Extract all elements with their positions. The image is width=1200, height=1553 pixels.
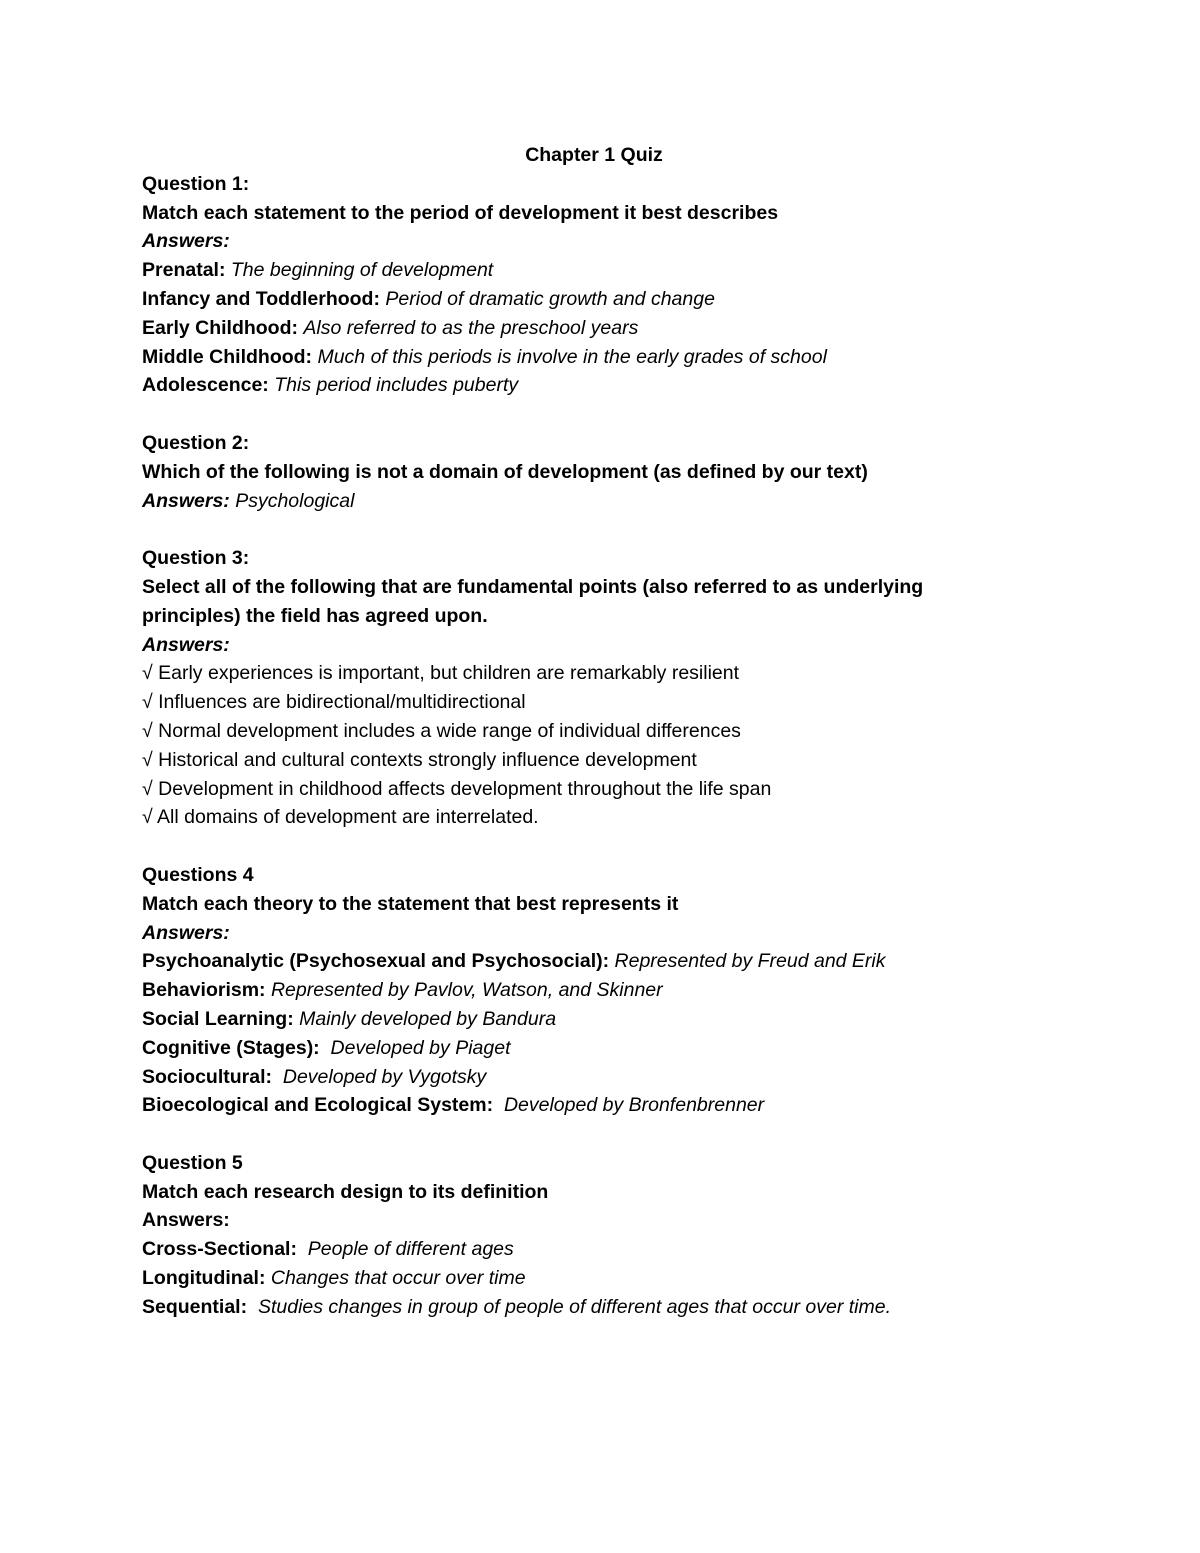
q2-answer: Psychological: [235, 489, 355, 512]
q2-heading: Question 2:: [142, 431, 250, 454]
answer-desc: Changes that occur over time: [270, 1267, 526, 1290]
answer-desc: Period of dramatic growth and change: [385, 287, 715, 310]
q4-answer-row: [142, 1091, 1042, 1120]
q5-answer-row: [142, 1293, 1042, 1322]
q5-heading: Question 5: [142, 1151, 243, 1174]
q4-answer-row: [142, 1034, 1042, 1063]
q3-answer-row: [142, 717, 1042, 746]
answer-term: Infancy and Toddlerhood:: [142, 287, 380, 310]
q3-answer-row: [142, 688, 1042, 717]
q2-answer-row: [142, 487, 1042, 516]
answer-desc: The beginning of development: [230, 259, 494, 282]
answer-text: Historical and cultural contexts strongly influence development: [158, 748, 697, 771]
q3-answer-row: [142, 659, 1042, 688]
q1-answer-row: [142, 256, 1042, 285]
document-title: Chapter 1 Quiz: [525, 144, 663, 166]
q5-prompt: Match each research design to its definition: [142, 1180, 549, 1203]
q3-heading: Question 3:: [142, 547, 250, 570]
check-mark-icon: √: [142, 719, 153, 742]
answer-term: Cross-Sectional:: [142, 1238, 297, 1261]
answer-desc: This period includes puberty: [274, 374, 519, 397]
q1-answer-row: [142, 343, 1042, 372]
answer-desc: Represented by Freud and Erik: [614, 950, 886, 973]
q2-prompt: Which of the following is not a domain of development (as defined by our text): [142, 460, 868, 483]
answer-term: Adolescence:: [142, 374, 269, 397]
answer-desc: Developed by Vygotsky: [282, 1065, 487, 1088]
q3-answers-label: Answers:: [142, 633, 230, 656]
check-mark-icon: √: [142, 691, 153, 714]
answer-desc: Developed by Piaget: [330, 1036, 511, 1059]
document-content: [142, 141, 1042, 1322]
q1-answer-row: [142, 314, 1042, 343]
section-spacer: [142, 515, 1042, 544]
answer-desc: Represented by Pavlov, Watson, and Skinner: [270, 979, 663, 1002]
answer-text: Normal development includes a wide range of individual differences: [158, 719, 741, 742]
q1-answers-label: Answers:: [142, 230, 230, 253]
answer-desc: People of different ages: [307, 1238, 514, 1261]
answer-term: Sociocultural:: [142, 1065, 273, 1088]
q3-prompt: Select all of the following that are fundamental points (also referred to as underlying principles) the field has agreed upon.: [142, 575, 924, 627]
check-mark-icon: √: [142, 748, 153, 771]
answer-term: Prenatal:: [142, 259, 226, 282]
answer-term: Bioecological and Ecological System:: [142, 1094, 494, 1117]
q3-answer-row: [142, 803, 1042, 832]
answer-term: Behaviorism:: [142, 979, 266, 1002]
q5-answer-row: [142, 1235, 1042, 1264]
check-mark-icon: √: [142, 806, 153, 829]
check-mark-icon: √: [142, 777, 153, 800]
answer-desc: Mainly developed by Bandura: [299, 1007, 557, 1030]
q4-answer-row: [142, 976, 1042, 1005]
answer-text: Development in childhood affects development throughout the life span: [158, 777, 772, 800]
q1-heading: Question 1:: [142, 172, 250, 195]
answer-term: Early Childhood:: [142, 316, 298, 339]
answer-term: Psychoanalytic (Psychosexual and Psychosocial):: [142, 950, 610, 973]
section-spacer: [142, 400, 1042, 429]
answer-desc: Much of this periods is involve in the early grades of school: [317, 345, 827, 368]
q4-prompt: Match each theory to the statement that best represents it: [142, 892, 679, 915]
q5-answer-row: [142, 1264, 1042, 1293]
q4-answer-row: [142, 947, 1042, 976]
answer-desc: Developed by Bronfenbrenner: [503, 1094, 765, 1117]
q2-answers-label: Answers:: [142, 489, 230, 512]
answer-term: Middle Childhood:: [142, 345, 313, 368]
answer-text: Early experiences is important, but children are remarkably resilient: [158, 662, 740, 685]
answer-term: Longitudinal:: [142, 1267, 266, 1290]
q5-answers-label: Answers:: [142, 1209, 230, 1232]
answer-desc: Studies changes in group of people of different ages that occur over time.: [257, 1295, 892, 1318]
q4-answer-row: [142, 1005, 1042, 1034]
q1-answer-row: [142, 285, 1042, 314]
q4-answers-label: Answers:: [142, 921, 230, 944]
q1-answer-row: [142, 371, 1042, 400]
answer-text: All domains of development are interrelated.: [157, 806, 539, 829]
q1-prompt: Match each statement to the period of development it best describes: [142, 201, 779, 224]
q4-answer-row: [142, 1063, 1042, 1092]
section-spacer: [142, 1120, 1042, 1149]
answer-term: Social Learning:: [142, 1007, 294, 1030]
q3-answer-row: [142, 775, 1042, 804]
answer-text: Influences are bidirectional/multidirectional: [158, 691, 526, 714]
q3-answer-row: [142, 746, 1042, 775]
answer-desc: Also referred to as the preschool years: [303, 316, 639, 339]
check-mark-icon: √: [142, 662, 153, 685]
answer-term: Sequential:: [142, 1295, 248, 1318]
section-spacer: [142, 832, 1042, 861]
answer-term: Cognitive (Stages):: [142, 1036, 320, 1059]
q4-heading: Questions 4: [142, 863, 254, 886]
